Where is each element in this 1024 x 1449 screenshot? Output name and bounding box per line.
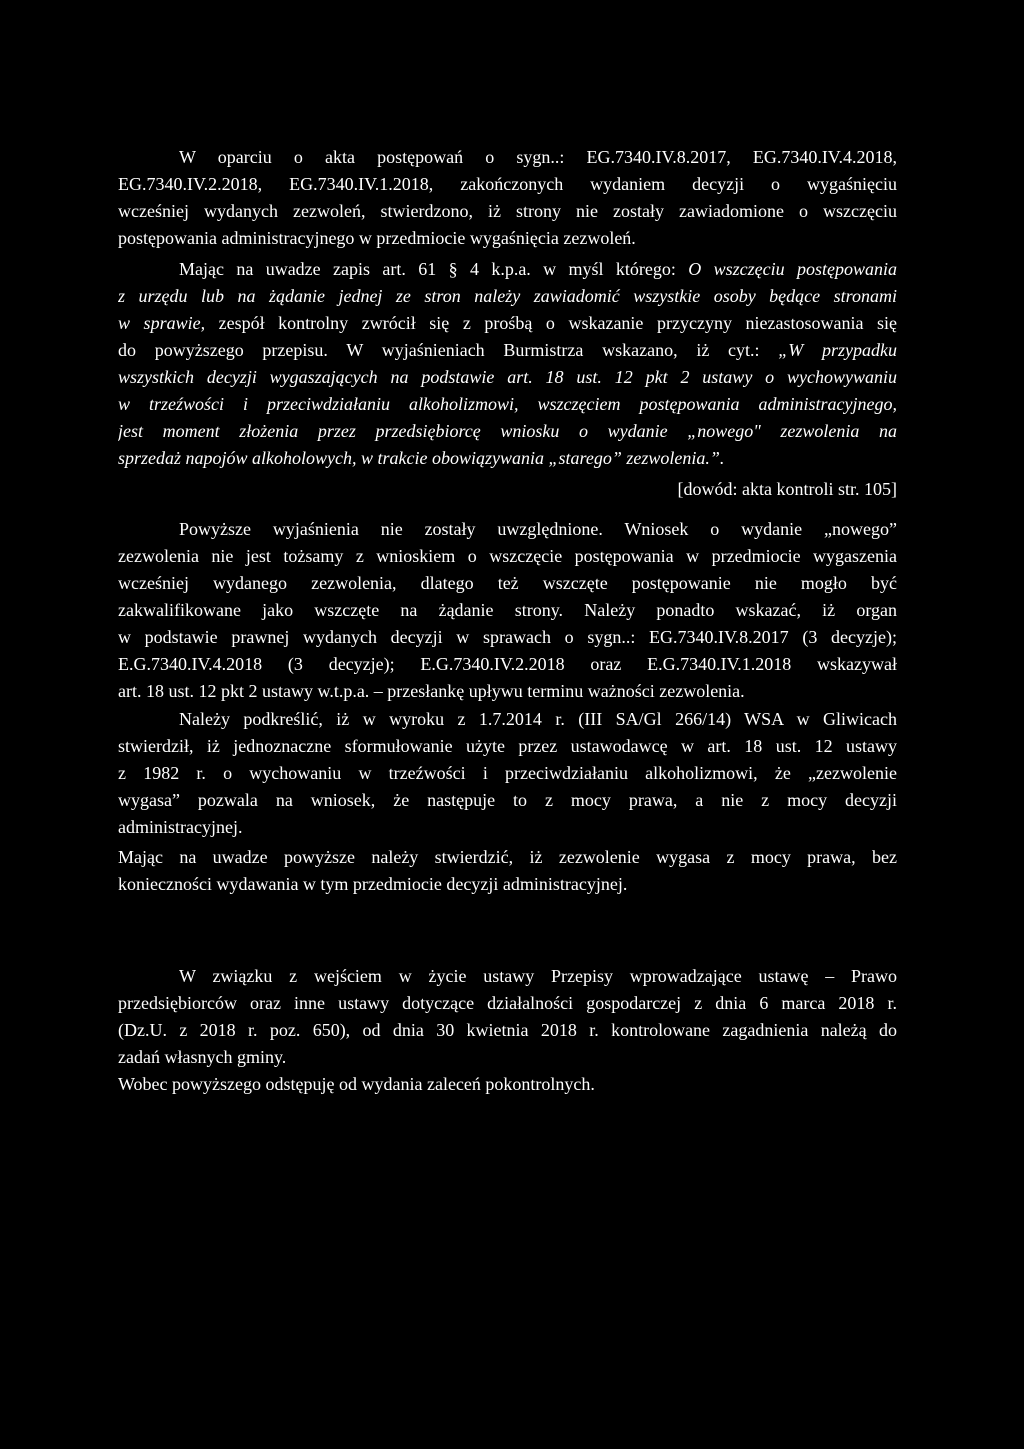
text-line [118, 337, 897, 364]
text-line: wcześniej wydanych zezwoleń, stwierdzono, iż strony nie zostały zawiadomione o wszczęciu [118, 201, 897, 221]
text-line: zezwolenia nie jest tożsamy z wnioskiem o wszczęcie postępowania w przedmiocie wygaszenia [118, 546, 897, 566]
text-line: wcześniej wydanego zezwolenia, dlatego też wszczęte postępowanie nie mogło być [118, 573, 897, 593]
paragraph-conclusion [118, 844, 897, 898]
quoted-text-segment: w sprawie, [118, 313, 206, 333]
quoted-text-segment: „W przypadku [778, 340, 897, 360]
text-line: wygasa” pozwala na wniosek, że następuje to z mocy prawa, a nie z mocy decyzji [118, 790, 897, 810]
text-line: Mając na uwadze powyższe należy stwierdzić, iż zezwolenie wygasa z mocy prawa, bez [118, 847, 897, 867]
text-line: administracyjnej. [118, 817, 243, 837]
text-line: zakwalifikowane jako wszczęte na żądanie strony. Należy ponadto wskazać, iż organ [118, 600, 897, 620]
quoted-text-segment: wszystkich decyzji wygaszających na podstawie art. 18 ust. 12 pkt 2 ustawy o wychowywaniu [118, 367, 897, 387]
text-line: Powyższe wyjaśnienia nie zostały uwzględnione. Wniosek o wydanie „nowego” [179, 519, 897, 539]
quoted-text-segment: z urzędu lub na żądanie jednej ze stron należy zawiadomić wszystkie osoby będące stronami [118, 286, 897, 306]
quoted-text-line [118, 445, 897, 472]
text-line: konieczności wydawania w tym przedmiocie decyzji administracyjnej. [118, 874, 628, 894]
text-line: w podstawie prawnej wydanych decyzji w sprawach o sygn..: EG.7340.IV.8.2017 (3 decyzje); [118, 627, 897, 647]
text-line: art. 18 ust. 12 pkt 2 ustawy w.t.p.a. – przesłankę upływu terminu ważności zezwolenia. [118, 681, 745, 701]
evidence-reference-block [118, 476, 897, 503]
paragraph-law-change [118, 963, 897, 1071]
text-line [118, 310, 897, 337]
text-line: E.G.7340.IV.4.2018 (3 decyzje); E.G.7340.IV.2.2018 oraz E.G.7340.IV.1.2018 wskazywał [118, 654, 897, 674]
text-line: zadań własnych gminy. [118, 1047, 287, 1067]
evidence-reference: [dowód: akta kontroli str. 105] [677, 479, 897, 499]
quoted-text-segment: sprzedaż napojów alkoholowych, w trakcie obowiązywania „starego” zezwolenia.”. [118, 448, 725, 468]
text-segment: do powyższego przepisu. W wyjaśnieniach Burmistrza wskazano, iż cyt.: [118, 340, 760, 360]
quoted-text-line [118, 391, 897, 418]
text-line: z 1982 r. o wychowaniu w trzeźwości i przeciwdziałaniu alkoholizmowi, że „zezwolenie [118, 763, 897, 783]
paragraph-court-ruling [118, 706, 897, 841]
text-line: (Dz.U. z 2018 r. poz. 650), od dnia 30 kwietnia 2018 r. kontrolowane zagadnienia należą do [118, 1020, 897, 1040]
text-line: Wobec powyższego odstępuję od wydania zaleceń pokontrolnych. [118, 1074, 595, 1094]
quoted-text-segment: O wszczęciu postępowania [688, 259, 897, 279]
quoted-text-line [118, 364, 897, 391]
quoted-text-line [118, 418, 897, 445]
text-line: Należy podkreślić, iż w wyroku z 1.7.2014 r. (III SA/Gl 266/14) WSA w Gliwicach [179, 709, 897, 729]
text-segment: Mając na uwadze zapis art. 61 § 4 k.p.a. w myśl którego: [179, 259, 676, 279]
paragraph-legal-basis [118, 256, 897, 472]
text-line: postępowania administracyjnego w przedmiocie wygaśnięcia zezwoleń. [118, 228, 636, 248]
paragraph-explanation-rejected [118, 516, 897, 705]
text-line: EG.7340.IV.2.2018, EG.7340.IV.1.2018, zakończonych wydaniem decyzji o wygaśnięciu [118, 174, 897, 194]
text-line: stwierdził, iż jednoznaczne sformułowanie użyte przez ustawodawcę w art. 18 ust. 12 ustawy [118, 736, 897, 756]
paragraph-case-files [118, 144, 897, 252]
text-line: W związku z wejściem w życie ustawy Przepisy wprowadzające ustawę – Prawo [179, 966, 897, 986]
text-line [118, 256, 897, 283]
text-line: W oparciu o akta postępowań o sygn..: EG.7340.IV.8.2017, EG.7340.IV.4.2018, [179, 147, 897, 167]
quoted-text-segment: jest moment złożenia przez przedsiębiorcę wniosku o wydanie „nowego" zezwolenia na [118, 421, 897, 441]
quoted-text-line [118, 283, 897, 310]
text-line: przedsiębiorców oraz inne ustawy dotyczące działalności gospodarczej z dnia 6 marca 2018 r. [118, 993, 897, 1013]
text-segment: zespół kontrolny zwrócił się z prośbą o wskazanie przyczyny niezastosowania się [218, 313, 897, 333]
quoted-text-segment: w trzeźwości i przeciwdziałaniu alkoholizmowi, wszczęciem postępowania administracyjnego, [118, 394, 897, 414]
paragraph-final-statement [118, 1071, 897, 1098]
